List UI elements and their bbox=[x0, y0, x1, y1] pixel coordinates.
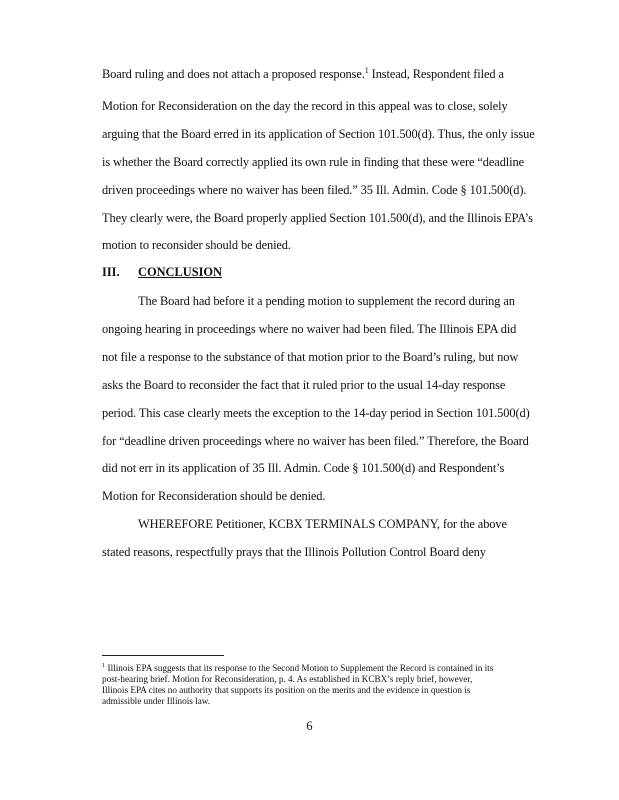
wherefore-line: stated reasons, respectfully prays that the Illinois Pollution Control Board deny bbox=[102, 545, 486, 559]
body-line: is whether the Board correctly applied its own rule in finding that these were “deadline bbox=[102, 155, 524, 169]
body-line: Board ruling and does not attach a proposed response.$^1$ Instead, Respondent filed a bbox=[102, 65, 504, 81]
conclusion-line: did not err in its application of 35 Ill. Admin. Code § 101.500(d) and Respondent’s bbox=[102, 461, 505, 475]
body-line: driven proceedings where no waiver has been filed.” 35 Ill. Admin. Code § 101.500(d). bbox=[102, 183, 527, 197]
conclusion-line: asks the Board to reconsider the fact that it ruled prior to the usual 14-day response bbox=[102, 378, 506, 392]
page-number: 6 bbox=[306, 719, 313, 733]
conclusion-line: not file a response to the substance of that motion prior to the Board’s ruling, but now bbox=[102, 350, 519, 364]
conclusion-line: Motion for Reconsideration should be denied. bbox=[102, 489, 326, 503]
footnote-divider bbox=[102, 655, 224, 656]
section-title: CONCLUSION bbox=[138, 265, 222, 279]
footnote-marker: 1 bbox=[102, 661, 106, 669]
body-line: Motion for Reconsideration on the day the record in this appeal was to close, solely bbox=[102, 99, 508, 113]
footnote-line: $^1$ Illinois EPA suggests that its response to the Second Motion to Supplement the Record is contained in its bbox=[102, 661, 494, 673]
footnote-reference: 1 bbox=[364, 65, 369, 75]
conclusion-line: period. This case clearly meets the exception to the 14-day period in Section 101.500(d) bbox=[102, 406, 530, 420]
conclusion-line: for “deadline driven proceedings where no waiver has been filed.” Therefore, the Board bbox=[102, 434, 529, 448]
footnote-line: post-hearing brief. Motion for Reconsideration, p. 4. As established in KCBX’s reply brief, however, bbox=[102, 674, 473, 684]
section-number: III. bbox=[102, 265, 120, 279]
conclusion-line: ongoing hearing in proceedings where no waiver had been filed. The Illinois EPA did bbox=[102, 322, 517, 336]
body-line: arguing that the Board erred in its application of Section 101.500(d). Thus, the only issue bbox=[102, 127, 535, 141]
footnote-line: admissible under Illinois law. bbox=[102, 696, 211, 706]
conclusion-line: The Board had before it a pending motion to supplement the record during an bbox=[138, 294, 515, 308]
wherefore-line: WHEREFORE Petitioner, KCBX TERMINALS COMPANY, for the above bbox=[138, 517, 507, 531]
body-line: They clearly were, the Board properly applied Section 101.500(d), and the Illinois EPA’s bbox=[102, 211, 533, 225]
footnote-line: Illinois EPA cites no authority that supports its position on the merits and the evidence in question is bbox=[102, 685, 471, 695]
body-line: motion to reconsider should be denied. bbox=[102, 238, 291, 252]
